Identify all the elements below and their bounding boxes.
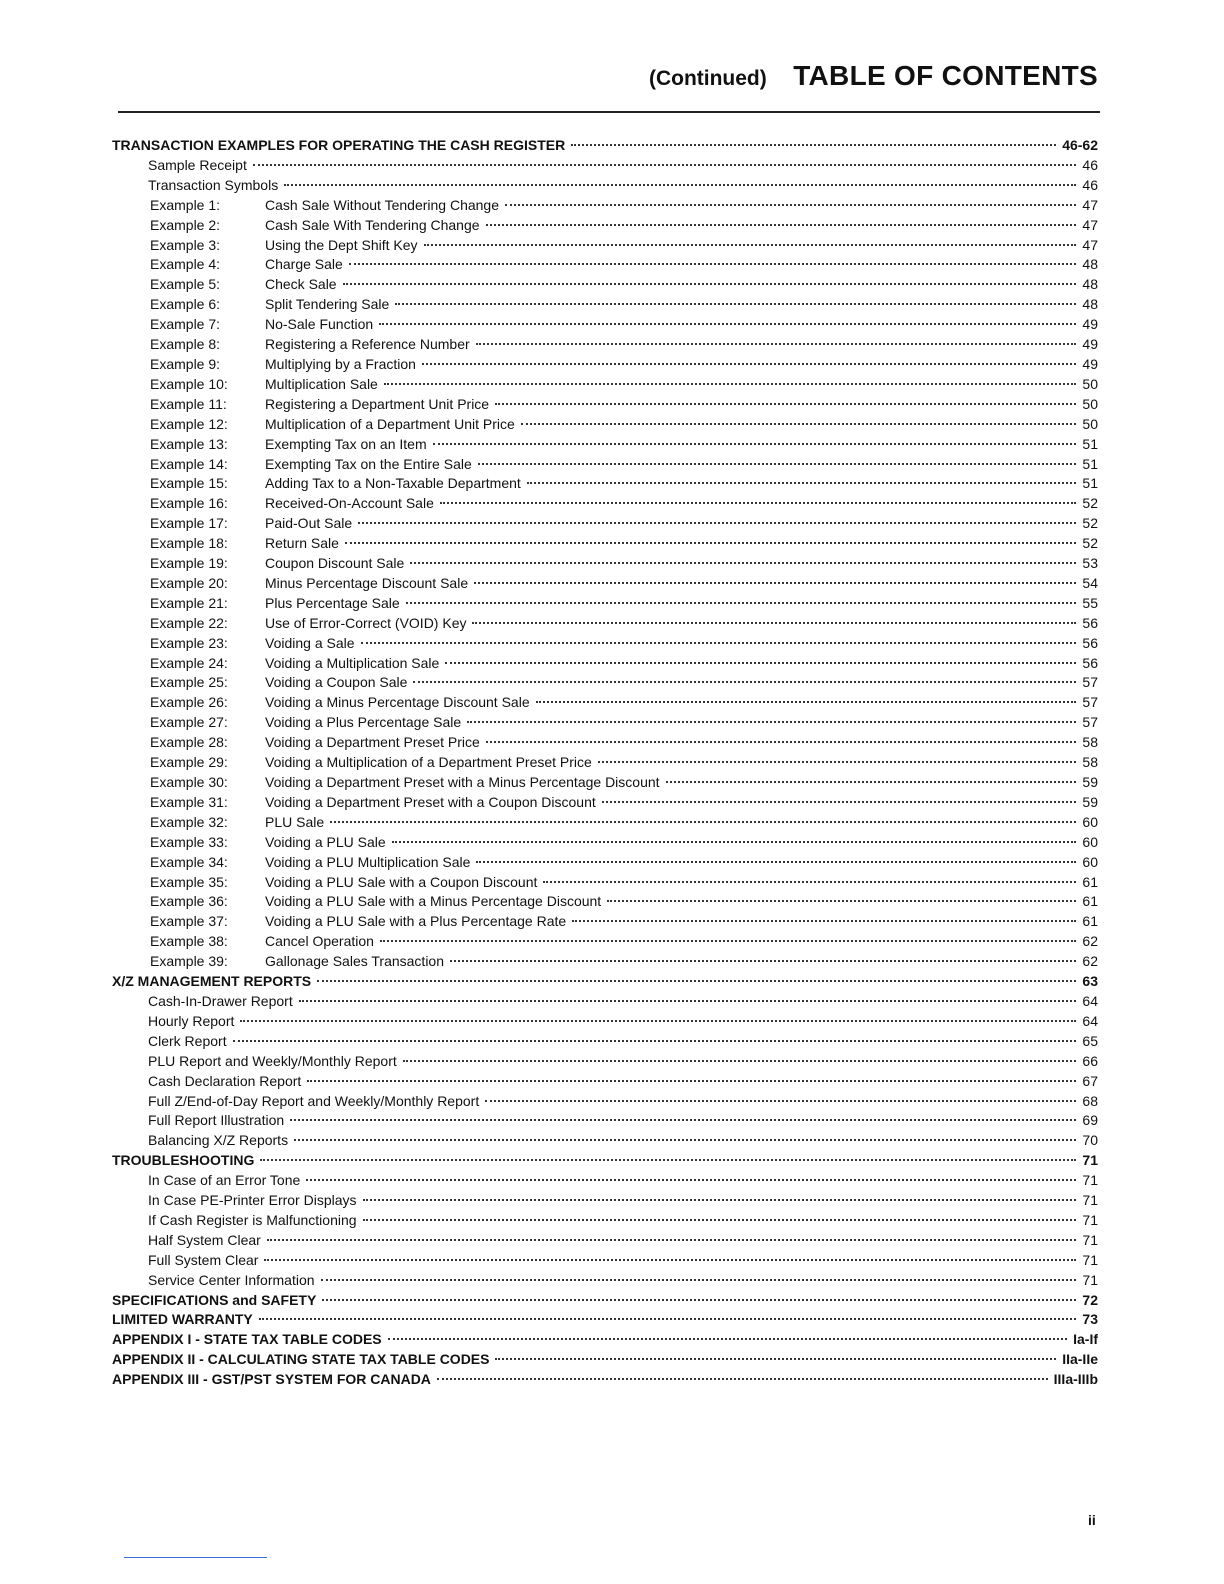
toc-entry-title: SPECIFICATIONS and SAFETY (112, 1291, 317, 1308)
toc-example-entry (108, 892, 1098, 912)
dot-leader (495, 1358, 1056, 1360)
toc-entry-page: 60 (1082, 833, 1098, 850)
dot-leader (392, 841, 1077, 843)
toc-example-entry (108, 375, 1098, 395)
toc-entry-title: TROUBLESHOOTING (112, 1152, 255, 1169)
example-label: Example 19: (150, 555, 228, 572)
toc-entry-title: Received-On-Account Sale (265, 495, 434, 512)
toc-entry-title: Paid-Out Sale (265, 515, 353, 532)
example-label: Example 27: (150, 714, 228, 731)
dot-leader (358, 522, 1076, 524)
toc-entry-page: 71 (1082, 1211, 1098, 1228)
toc-entry-page: 71 (1082, 1251, 1098, 1268)
toc-example-entry (108, 753, 1098, 773)
toc-entry-title: Clerk Report (148, 1032, 227, 1049)
dot-leader (259, 1318, 1077, 1320)
toc-entry-page: 57 (1082, 674, 1098, 691)
toc-example-entry (108, 415, 1098, 435)
toc-example-entry (108, 594, 1098, 614)
toc-entry-page: 57 (1082, 714, 1098, 731)
dot-leader (307, 1080, 1076, 1082)
toc-example-entry (108, 932, 1098, 952)
dot-leader (395, 303, 1076, 305)
example-label: Example 33: (150, 833, 228, 850)
toc-entry-page: 62 (1082, 953, 1098, 970)
toc-entry-title: Full Report Illustration (148, 1112, 285, 1129)
dot-leader (388, 1338, 1067, 1340)
toc-example-entry (108, 474, 1098, 494)
dot-leader (472, 622, 1076, 624)
toc-entry-page: 71 (1082, 1172, 1098, 1189)
toc-entry (108, 1032, 1098, 1052)
toc-entry-title: In Case of an Error Tone (148, 1172, 301, 1189)
example-label: Example 22: (150, 614, 228, 631)
toc-example-entry (108, 673, 1098, 693)
toc-entry-title: Multiplication of a Department Unit Price (265, 415, 515, 432)
toc-example-entry (108, 833, 1098, 853)
toc-entry-title: X/Z MANAGEMENT REPORTS (112, 973, 312, 990)
example-label: Example 13: (150, 435, 228, 452)
toc-entry-title: No-Sale Function (265, 316, 374, 333)
toc-entry-title: APPENDIX III - GST/PST SYSTEM FOR CANADA (112, 1371, 431, 1388)
bottom-rule (124, 1557, 267, 1558)
dot-leader (413, 681, 1076, 683)
dot-leader (476, 861, 1076, 863)
dot-leader (571, 144, 1056, 146)
dot-leader (666, 781, 1077, 783)
toc-entry-title: If Cash Register is Malfunctioning (148, 1211, 357, 1228)
dot-leader (403, 1060, 1077, 1062)
toc-entry (108, 1092, 1098, 1112)
dot-leader (290, 1119, 1076, 1121)
toc-entry-page: 61 (1082, 913, 1098, 930)
toc-entry-page: 46 (1082, 176, 1098, 193)
toc-entry-page: 46 (1082, 156, 1098, 173)
dot-leader (349, 263, 1077, 265)
toc-entry-page: Ia-If (1073, 1331, 1098, 1348)
toc-entry-title: Voiding a Multiplication Sale (265, 654, 440, 671)
continued-label: (Continued) (648, 67, 767, 90)
dot-leader (379, 323, 1076, 325)
example-label: Example 6: (150, 296, 221, 313)
dot-leader (505, 204, 1076, 206)
toc-entry-title: Voiding a PLU Sale with a Plus Percentage Rate (265, 913, 567, 930)
dot-leader (422, 363, 1076, 365)
toc-entry (108, 1111, 1098, 1131)
toc-entry-page: 49 (1082, 355, 1098, 372)
dot-leader (380, 940, 1076, 942)
toc-entry-title: Voiding a Department Preset Price (265, 734, 480, 751)
example-label: Example 3: (150, 236, 221, 253)
toc-entry-title: Minus Percentage Discount Sale (265, 574, 469, 591)
toc-section-entry (108, 1151, 1098, 1171)
toc-entry-title: Use of Error-Correct (VOID) Key (265, 614, 467, 631)
dot-leader (476, 343, 1077, 345)
example-label: Example 16: (150, 495, 228, 512)
toc-entry-page: 46-62 (1062, 137, 1098, 153)
toc-example-entry (108, 873, 1098, 893)
toc-entry-page: 50 (1082, 415, 1098, 432)
toc-example-entry (108, 355, 1098, 375)
toc-entry-title: Voiding a Minus Percentage Discount Sale (265, 694, 530, 711)
toc-example-entry (108, 654, 1098, 674)
toc-entry-page: 48 (1082, 276, 1098, 293)
dot-leader (253, 164, 1077, 166)
toc-section-entry (108, 1370, 1098, 1390)
dot-leader (474, 582, 1076, 584)
dot-leader (536, 701, 1077, 703)
toc-entry-page: IIa-IIe (1062, 1351, 1098, 1368)
toc-entry-title: Adding Tax to a Non-Taxable Department (265, 475, 521, 492)
toc-entry-title: Voiding a Plus Percentage Sale (265, 714, 462, 731)
toc-entry-title: Plus Percentage Sale (265, 594, 400, 611)
toc-example-entry (108, 793, 1098, 813)
page-number: ii (1088, 1512, 1096, 1528)
example-label: Example 21: (150, 594, 228, 611)
example-label: Example 32: (150, 813, 228, 830)
toc-section-entry (108, 1330, 1098, 1350)
toc-entry-title: Split Tendering Sale (265, 296, 390, 313)
toc-entry-title: Transaction Symbols (148, 176, 279, 193)
toc-entry-title: Cash Sale Without Tendering Change (265, 196, 500, 213)
toc-entry-page: 52 (1082, 535, 1098, 552)
dot-leader (478, 463, 1077, 465)
toc-entry-title: Check Sale (265, 276, 337, 293)
toc-section-entry (108, 1291, 1098, 1311)
toc-entry-page: IIIa-IIIb (1053, 1371, 1098, 1388)
dot-leader (345, 542, 1076, 544)
example-label: Example 9: (150, 355, 221, 372)
dot-leader (486, 741, 1077, 743)
toc-entry-page: 65 (1082, 1032, 1098, 1049)
toc-entry-page: 56 (1082, 654, 1098, 671)
toc-entry-title: Voiding a Department Preset with a Coupon Discount (265, 793, 596, 810)
toc-example-entry (108, 634, 1098, 654)
toc-entry-title: Cash-In-Drawer Report (148, 992, 293, 1009)
example-label: Example 1: (150, 196, 221, 213)
example-label: Example 14: (150, 455, 228, 472)
toc-entry-page: 47 (1082, 196, 1098, 213)
dot-leader (330, 821, 1076, 823)
toc-entry-title: Registering a Department Unit Price (265, 395, 490, 412)
toc-entry-page: 50 (1082, 375, 1098, 392)
toc-entry-page: 60 (1082, 853, 1098, 870)
toc-entry-title: Using the Dept Shift Key (265, 236, 418, 253)
toc-entry-page: 64 (1082, 1012, 1098, 1029)
dot-leader (264, 1259, 1076, 1261)
toc-section-entry (108, 972, 1098, 992)
toc-entry-title: Gallonage Sales Transaction (265, 953, 444, 970)
dot-leader (598, 761, 1077, 763)
dot-leader (363, 1219, 1077, 1221)
toc-entry-title: TRANSACTION EXAMPLES FOR OPERATING THE CASH REGISTER (112, 137, 566, 153)
dot-leader (317, 980, 1076, 982)
toc-example-entry (108, 574, 1098, 594)
toc-entry-page: 48 (1082, 296, 1098, 313)
toc-entry-page: 61 (1082, 893, 1098, 910)
example-label: Example 25: (150, 674, 228, 691)
example-label: Example 20: (150, 574, 228, 591)
example-label: Example 34: (150, 853, 228, 870)
toc-entry-title: Voiding a PLU Sale with a Coupon Discount (265, 873, 538, 890)
example-label: Example 10: (150, 375, 228, 392)
toc-example-entry (108, 455, 1098, 475)
toc-entry-page: 58 (1082, 734, 1098, 751)
toc-entry-page: 50 (1082, 395, 1098, 412)
example-label: Example 37: (150, 913, 228, 930)
toc-example-entry (108, 773, 1098, 793)
toc-entry-page: 70 (1082, 1132, 1098, 1149)
toc-entry-page: 51 (1082, 475, 1098, 492)
toc-entry-title: In Case PE-Printer Error Displays (148, 1192, 357, 1209)
toc-entry-title: Balancing X/Z Reports (148, 1132, 289, 1149)
toc-entry (108, 1251, 1098, 1271)
example-label: Example 7: (150, 316, 221, 333)
toc-entry-title: Voiding a PLU Sale (265, 833, 386, 850)
dot-leader (440, 502, 1077, 504)
toc-section-entry (108, 1350, 1098, 1370)
page-title: TABLE OF CONTENTS (793, 60, 1098, 91)
toc-example-entry (108, 554, 1098, 574)
toc-entry (108, 1171, 1098, 1191)
example-label: Example 18: (150, 535, 228, 552)
toc-entry (108, 1191, 1098, 1211)
toc-entry-page: 49 (1082, 316, 1098, 333)
toc-entry-title: Voiding a PLU Multiplication Sale (265, 853, 471, 870)
dot-leader (294, 1139, 1076, 1141)
toc-entry-page: 71 (1082, 1152, 1098, 1169)
toc-entry-title: Half System Clear (148, 1231, 261, 1248)
example-label: Example 36: (150, 893, 228, 910)
dot-leader (233, 1040, 1077, 1042)
dot-leader (527, 482, 1077, 484)
toc-example-entry (108, 853, 1098, 873)
dot-leader (495, 403, 1076, 405)
dot-leader (410, 562, 1076, 564)
dot-leader (433, 443, 1077, 445)
toc-entry-title: Voiding a Coupon Sale (265, 674, 408, 691)
example-label: Example 35: (150, 873, 228, 890)
dot-leader (240, 1020, 1076, 1022)
toc-entry-page: 60 (1082, 813, 1098, 830)
dot-leader (450, 960, 1076, 962)
dot-leader (284, 184, 1076, 186)
dot-leader (602, 801, 1077, 803)
dot-leader (521, 423, 1077, 425)
toc-example-entry (108, 395, 1098, 415)
toc-entry-page: 71 (1082, 1192, 1098, 1209)
toc-entry-title: Hourly Report (148, 1012, 235, 1029)
example-label: Example 11: (150, 395, 227, 412)
example-label: Example 29: (150, 754, 228, 771)
toc-entry-page: 49 (1082, 336, 1098, 353)
toc-entry (108, 1072, 1098, 1092)
toc-entry (108, 1211, 1098, 1231)
toc-example-entry (108, 733, 1098, 753)
toc-example-entry (108, 236, 1098, 256)
example-label: Example 39: (150, 953, 228, 970)
toc-entry-page: 72 (1082, 1291, 1098, 1308)
dot-leader (486, 224, 1077, 226)
dot-leader (424, 244, 1077, 246)
toc-entry-title: Service Center Information (148, 1271, 315, 1288)
toc-entry-title: Voiding a Multiplication of a Department Preset Price (265, 754, 592, 771)
dot-leader (437, 1378, 1048, 1380)
toc-entry-title: Voiding a Department Preset with a Minus Percentage Discount (265, 774, 660, 790)
toc-example-entry (108, 813, 1098, 833)
dot-leader (306, 1179, 1076, 1181)
dot-leader (572, 920, 1076, 922)
example-label: Example 31: (150, 793, 228, 810)
toc-entry-page: 67 (1082, 1072, 1098, 1089)
toc-entry-title: Exempting Tax on the Entire Sale (265, 455, 472, 472)
toc-entry-title: PLU Report and Weekly/Monthly Report (148, 1052, 397, 1069)
toc-entry-title: Voiding a Sale (265, 634, 355, 651)
toc-entry-page: 64 (1082, 992, 1098, 1009)
toc-example-entry (108, 216, 1098, 236)
example-label: Example 23: (150, 634, 228, 651)
toc-entry (108, 1012, 1098, 1032)
toc-example-entry (108, 255, 1098, 275)
dot-leader (543, 881, 1076, 883)
toc-example-entry (108, 952, 1098, 972)
toc-entry-title: PLU Sale (265, 813, 325, 830)
toc-entry-title: APPENDIX I - STATE TAX TABLE CODES (112, 1331, 382, 1348)
toc-example-entry (108, 693, 1098, 713)
toc-entry-title: Exempting Tax on an Item (265, 435, 427, 452)
toc-entry-page: 59 (1082, 793, 1098, 810)
example-label: Example 30: (150, 774, 228, 790)
toc-entry-page: 71 (1082, 1271, 1098, 1288)
toc-example-entry (108, 295, 1098, 315)
dot-leader (343, 283, 1077, 285)
toc-entry-title: Full System Clear (148, 1251, 259, 1268)
toc-entry-page: 63 (1082, 973, 1098, 990)
toc-entry-title: Registering a Reference Number (265, 336, 470, 353)
dot-leader (322, 1299, 1076, 1301)
toc-entry-page: 51 (1082, 435, 1098, 452)
toc-example-entry (108, 196, 1098, 216)
toc-entry-page: 62 (1082, 933, 1098, 950)
dot-leader (485, 1100, 1076, 1102)
toc-entry-page: 58 (1082, 754, 1098, 771)
toc-entry-page: 73 (1082, 1311, 1098, 1328)
toc-entry-title: APPENDIX II - CALCULATING STATE TAX TABLE CODES (112, 1351, 490, 1368)
dot-leader (299, 1000, 1077, 1002)
toc-section-entry (108, 136, 1098, 156)
dot-leader (467, 721, 1076, 723)
toc-entry-page: 61 (1082, 873, 1098, 890)
toc-entry-title: Sample Receipt (148, 156, 247, 173)
toc-entry-page: 59 (1082, 774, 1098, 790)
toc-entry (108, 1271, 1098, 1291)
dot-leader (260, 1159, 1076, 1161)
toc-entry-title: Voiding a PLU Sale with a Minus Percentage Discount (265, 893, 602, 910)
toc-entry-page: 68 (1082, 1092, 1098, 1109)
table-of-contents (108, 136, 1098, 1390)
toc-entry-page: 52 (1082, 515, 1098, 532)
toc-entry-title: Cancel Operation (265, 933, 374, 950)
dot-leader (267, 1239, 1077, 1241)
example-label: Example 17: (150, 515, 228, 532)
dot-leader (363, 1199, 1077, 1201)
example-label: Example 12: (150, 415, 228, 432)
toc-entry (108, 176, 1098, 196)
example-label: Example 8: (150, 336, 221, 353)
toc-example-entry (108, 315, 1098, 335)
toc-entry-title: Charge Sale (265, 256, 343, 273)
toc-entry-title: Cash Sale With Tendering Change (265, 216, 480, 233)
toc-entry-page: 48 (1082, 256, 1098, 273)
toc-entry-page: 52 (1082, 495, 1098, 512)
toc-entry-page: 47 (1082, 236, 1098, 253)
toc-example-entry (108, 713, 1098, 733)
page-header (649, 60, 1098, 92)
example-label: Example 15: (150, 475, 228, 492)
toc-example-entry (108, 534, 1098, 554)
toc-entry-title: LIMITED WARRANTY (112, 1311, 253, 1328)
toc-entry-page: 71 (1082, 1231, 1098, 1248)
example-label: Example 28: (150, 734, 228, 751)
toc-example-entry (108, 514, 1098, 534)
dot-leader (361, 642, 1077, 644)
toc-entry-title: Cash Declaration Report (148, 1072, 302, 1089)
dot-leader (321, 1279, 1077, 1281)
toc-entry-page: 55 (1082, 594, 1098, 611)
example-label: Example 5: (150, 276, 221, 293)
toc-example-entry (108, 275, 1098, 295)
example-label: Example 4: (150, 256, 221, 273)
toc-entry (108, 1131, 1098, 1151)
toc-entry (108, 1052, 1098, 1072)
dot-leader (384, 383, 1077, 385)
dot-leader (607, 900, 1076, 902)
example-label: Example 2: (150, 216, 221, 233)
toc-entry (108, 156, 1098, 176)
toc-entry-page: 53 (1082, 555, 1098, 572)
dot-leader (445, 662, 1076, 664)
toc-entry-page: 56 (1082, 634, 1098, 651)
toc-entry-page: 69 (1082, 1112, 1098, 1129)
example-label: Example 24: (150, 654, 228, 671)
toc-entry-page: 51 (1082, 455, 1098, 472)
header-rule (118, 111, 1100, 113)
toc-entry-title: Return Sale (265, 535, 339, 552)
toc-entry-page: 56 (1082, 614, 1098, 631)
toc-entry-page: 54 (1082, 574, 1098, 591)
toc-entry-page: 66 (1082, 1052, 1098, 1069)
toc-entry (108, 1231, 1098, 1251)
toc-example-entry (108, 494, 1098, 514)
dot-leader (406, 602, 1077, 604)
toc-entry-title: Multiplication Sale (265, 375, 378, 392)
toc-entry-title: Full Z/End-of-Day Report and Weekly/Monthly Report (148, 1092, 480, 1109)
toc-example-entry (108, 614, 1098, 634)
toc-entry-page: 47 (1082, 216, 1098, 233)
example-label: Example 38: (150, 933, 228, 950)
toc-entry-title: Coupon Discount Sale (265, 555, 405, 572)
toc-example-entry (108, 435, 1098, 455)
toc-entry (108, 992, 1098, 1012)
toc-entry-page: 57 (1082, 694, 1098, 711)
toc-example-entry (108, 335, 1098, 355)
example-label: Example 26: (150, 694, 228, 711)
toc-example-entry (108, 912, 1098, 932)
toc-section-entry (108, 1310, 1098, 1330)
toc-entry-title: Multiplying by a Fraction (265, 355, 416, 372)
